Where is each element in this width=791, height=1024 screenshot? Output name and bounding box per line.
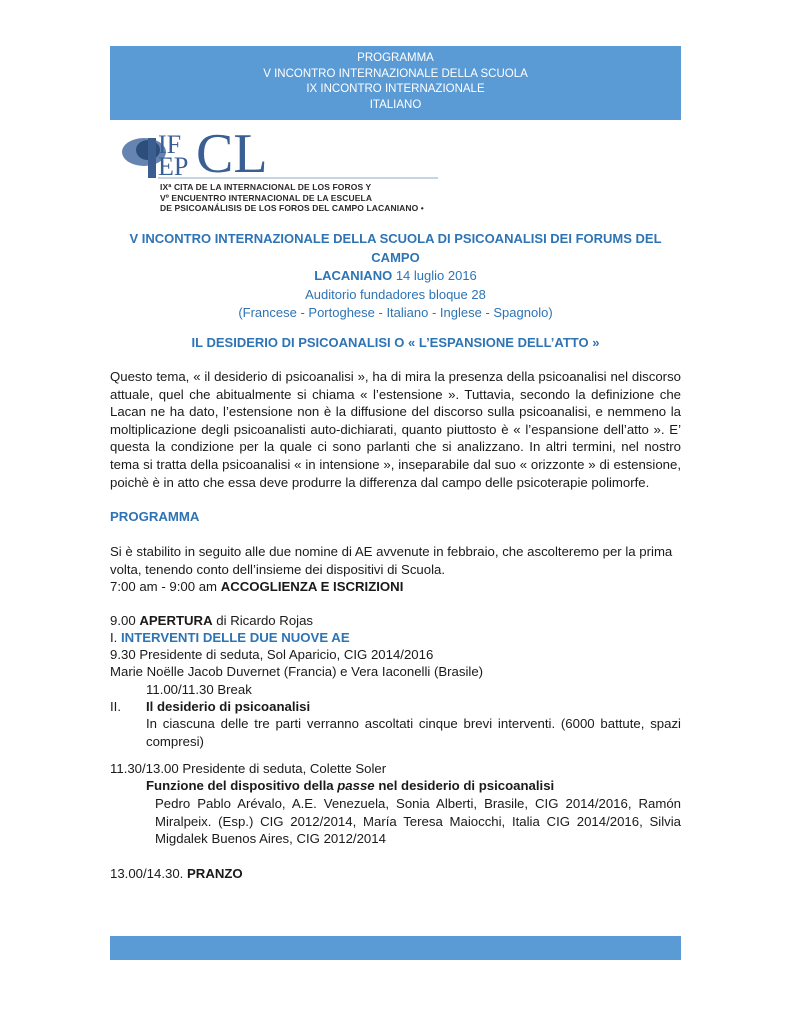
header-line: PROGRAMMA — [357, 52, 434, 64]
logo-divider — [158, 176, 488, 180]
event-title-line2: LACANIANO 14 luglio 2016 — [314, 268, 477, 283]
logo-letters-bottom: EP — [158, 152, 189, 181]
header-line: ITALIANO — [369, 98, 422, 111]
section-2-description: In ciascuna delle tre parti verranno ascoltati cinque brevi interventi. (6000 battute, spazi compresi) — [146, 716, 681, 749]
logo-caption-line: IXª CITA DE LA INTERNACIONAL DE LOS FOROS Y — [160, 182, 372, 192]
logo-caption — [160, 182, 424, 214]
logo-caption-line: DE PSICOANÁLISIS DE LOS FOROS DEL CAMPO LACANIANO • — [160, 203, 424, 213]
event-title-line1: V INCONTRO INTERNAZIONALE DELLA SCUOLA DI PSICOANALISI DEI FORUMS DEL CAMPO — [129, 231, 662, 265]
section-2-title: Il desiderio di psicoanalisi — [146, 699, 311, 714]
section-3-chair: 11.30/13.00 Presidente di seduta, Colette Soler — [110, 761, 387, 776]
logo-letters-big: CL — [196, 123, 268, 185]
section-1-speakers: Marie Noëlle Jacob Duvernet (Francia) e Vera Iaconelli (Brasile) — [110, 664, 484, 679]
event-title — [110, 230, 681, 323]
schedule-break: 11.00/11.30 Break — [146, 682, 252, 697]
header-line: V INCONTRO INTERNAZIONALE DELLA SCUOLA — [263, 67, 528, 80]
theme-title: IL DESIDERIO DI PSICOANALISI O « L’ESPANSIONE DELL’ATTO » — [191, 335, 600, 350]
schedule-opening: 9.00 APERTURA di Ricardo Rojas — [110, 613, 314, 628]
header-banner — [110, 46, 681, 120]
header-line: IX INCONTRO INTERNAZIONALE — [306, 83, 485, 95]
event-venue: Auditorio fundadores bloque 28 — [305, 286, 486, 302]
schedule-lunch: 13.00/14.30. PRANZO — [110, 866, 243, 881]
logo-caption-line: Vº ENCUENTRO INTERNACIONAL DE LA ESCUELA — [160, 192, 373, 203]
section-3-title: Funzione del dispositivo della passe nel desiderio di psicoanalisi — [146, 778, 555, 793]
logo-letters-top: IF — [158, 130, 182, 159]
footer-banner — [110, 936, 681, 960]
programma-heading: PROGRAMMA — [110, 509, 200, 524]
section-3-speakers: Pedro Pablo Arévalo, A.E. Venezuela, Sonia Alberti, Brasile, CIG 2014/2016, Ramón Miralpeix. (Esp.) CIG 2012/2014, María Teresa Maiocchi, Italia CIG 2014/2016, Silvia Migdalek Buenos Aires, CIG 2012/2014 — [155, 796, 681, 847]
programma-intro: Si è stabilito in seguito alle due nomine di AE avvenute in febbraio, che ascolteremo per la prima volta, tenendo conto dell’insieme dei dispositivi di Scuola. — [110, 544, 673, 577]
section-1-chair: 9.30 Presidente di seduta, Sol Aparicio, CIG 2014/2016 — [110, 647, 434, 662]
event-languages: (Francese - Portoghese - Italiano - Inglese - Spagnolo) — [238, 305, 553, 320]
section-1-heading: I. INTERVENTI DELLE DUE NUOVE AE — [110, 630, 350, 645]
intro-paragraph: Questo tema, « il desiderio di psicoanalisi », ha di mira la presenza della psicoanalisi nel discorso attuale, quel che abitualmente si chiama « l’estensione ». Tuttavia, secondo la definizione che Lacan ne ha dato, l’estensione non è la diffusione del discorso sulla psicoanalisi, e nemmeno la moltiplicazione degli psicoanalisti auto-dichiarati, quanto piuttosto è « l’espansione dell’atto ». E’ questa la condizione per la quale ci sono parlanti che si analizzano. In altri termini, nel nostro tema si tratta della psicoanalisi « in intensione », inseparabile dal suo « orizzonte » di estensione, poichè è in atto che essa deve produrre la differenza dal campo delle psicoterapie polimorfe. — [110, 369, 681, 490]
schedule-welcome: 7:00 am - 9:00 am ACCOGLIENZA E ISCRIZIONI — [110, 579, 404, 594]
section-2-number: II. — [110, 699, 121, 714]
